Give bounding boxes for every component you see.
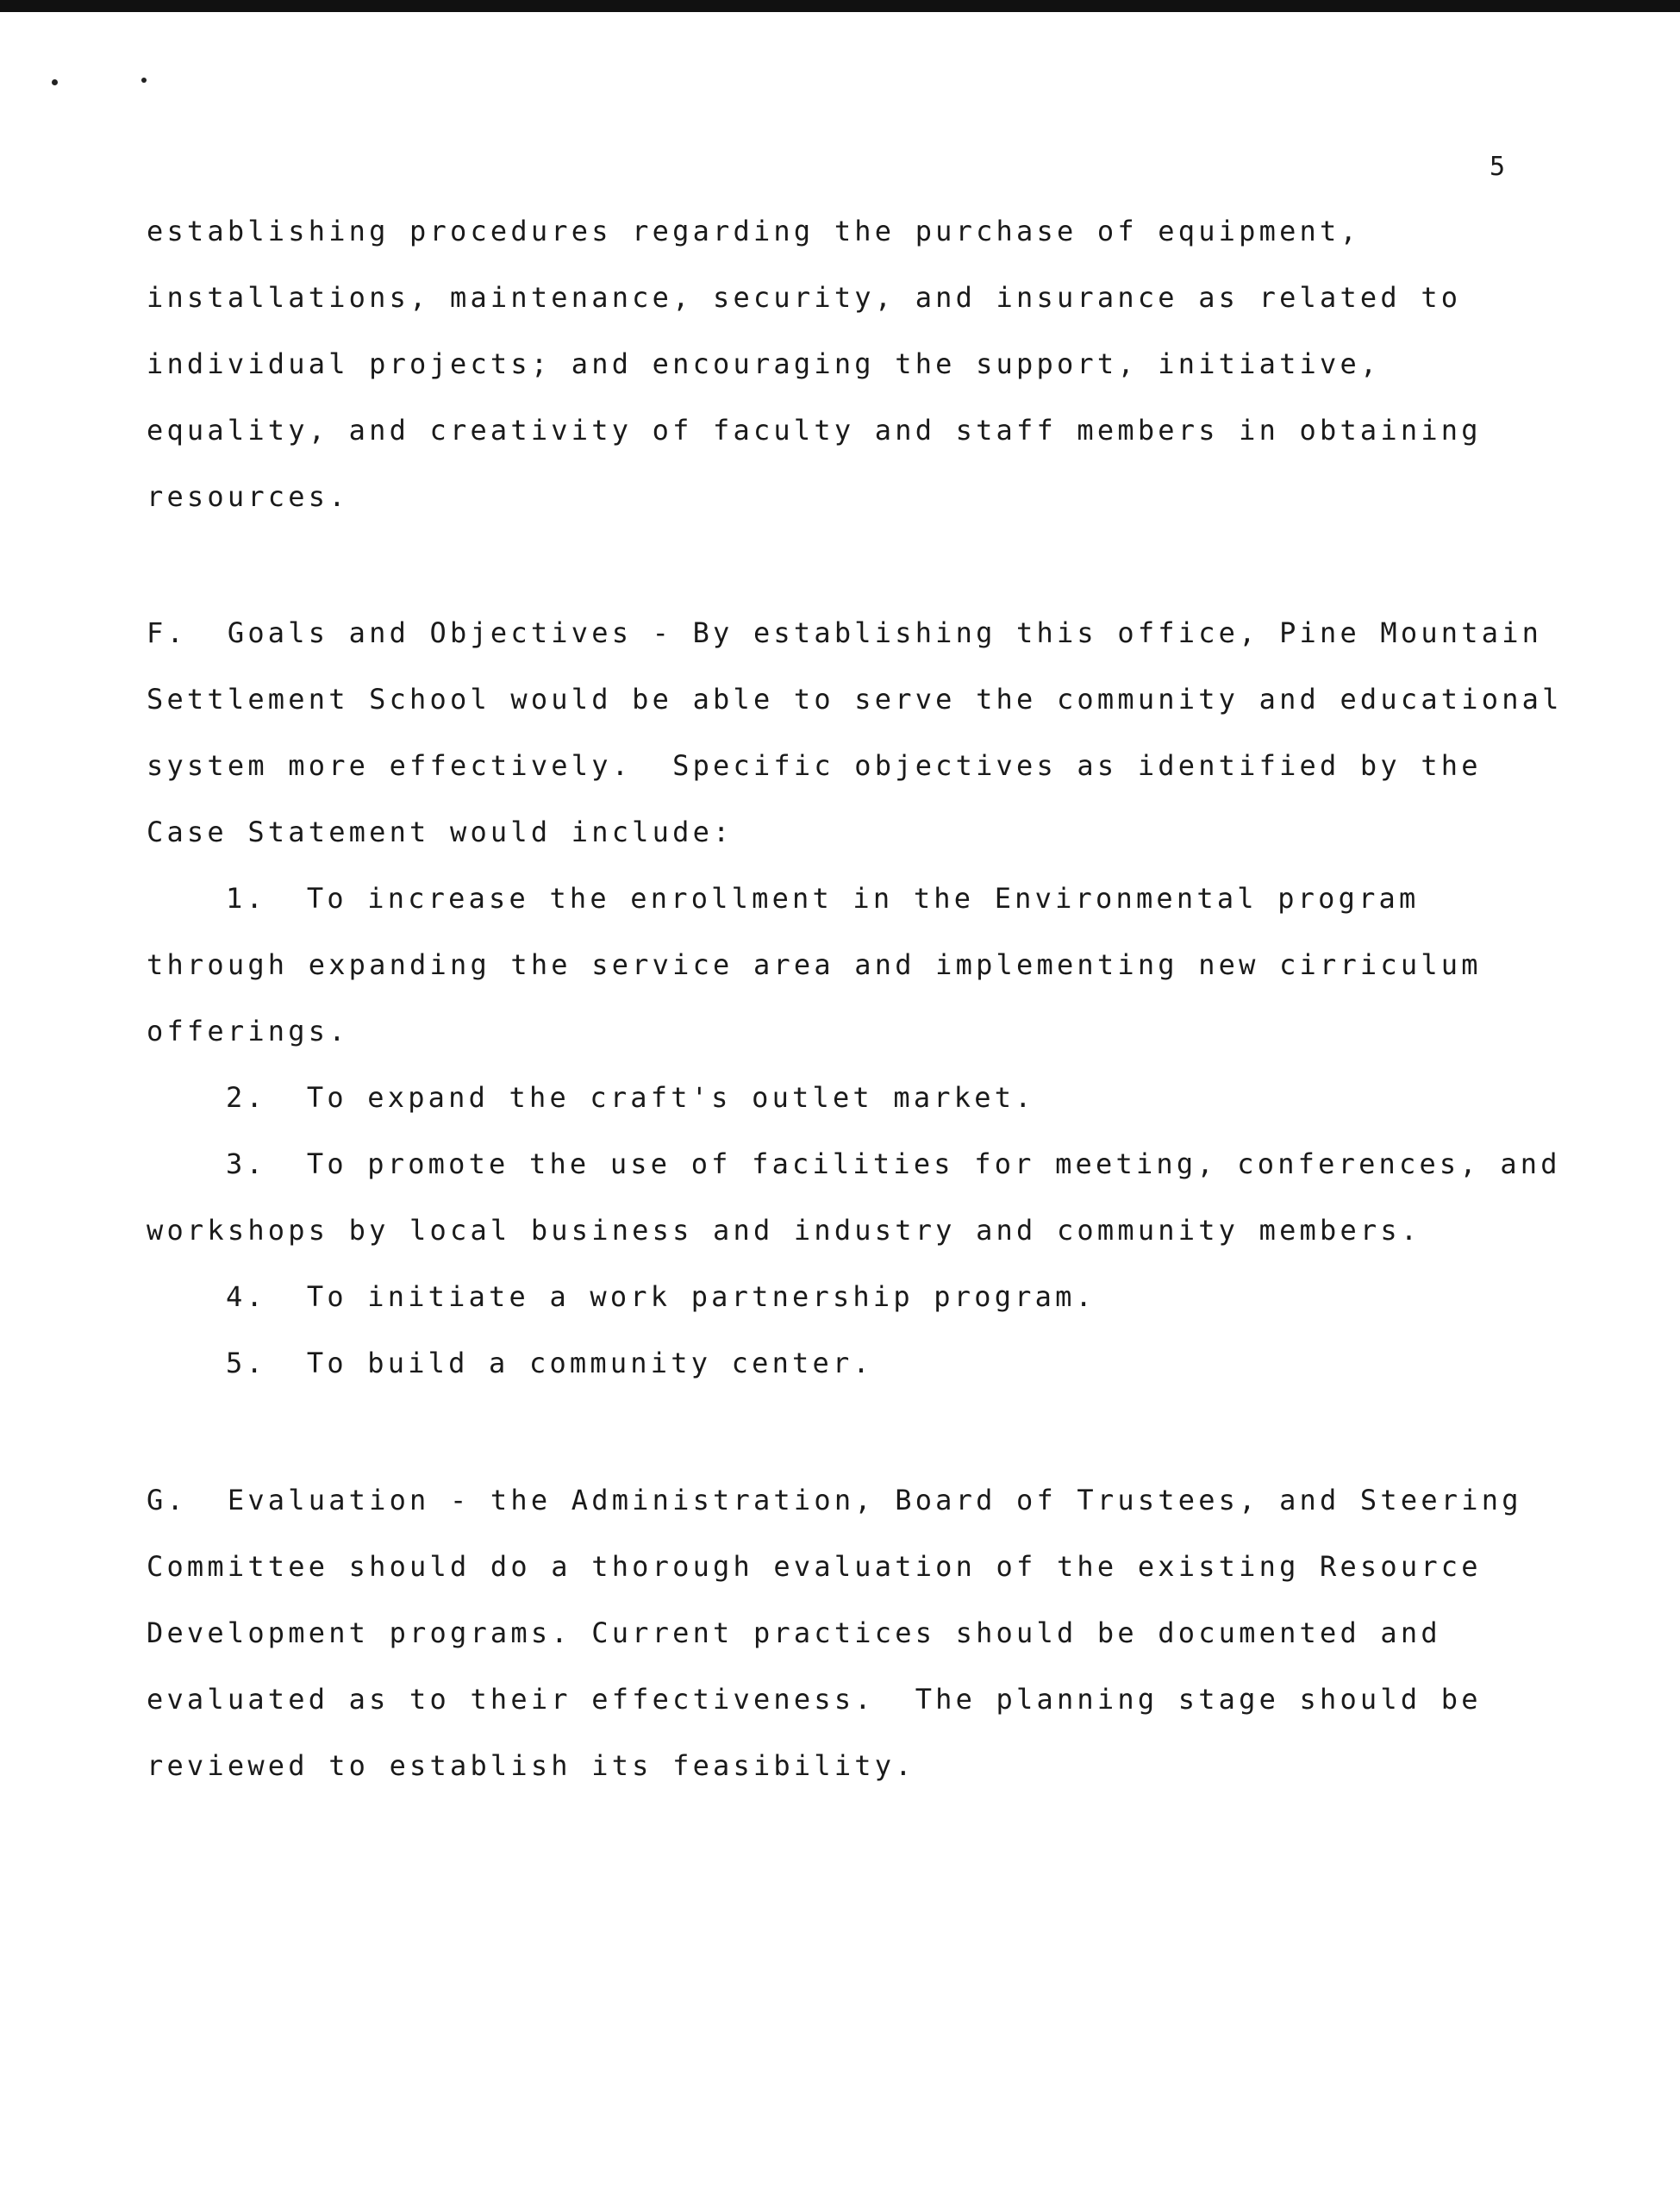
paragraph-line: individual projects; and encouraging the support, initiative,	[147, 347, 1381, 380]
paragraph-line: installations, maintenance, security, and insurance as related to	[147, 281, 1462, 314]
section-f-line: system more effectively. Specific objectives as identified by the	[147, 749, 1482, 782]
top-scan-edge	[0, 0, 1680, 12]
section-g-line: reviewed to establish its feasibility.	[147, 1749, 915, 1782]
section-g-line: evaluated as to their effectiveness. The planning stage should be	[147, 1683, 1482, 1716]
section-g-heading-line: G. Evaluation - the Administration, Board of Trustees, and Steering	[147, 1484, 1522, 1516]
scan-speck	[52, 79, 58, 85]
objective-item-continued: offerings.	[147, 1015, 349, 1047]
paragraph-line: establishing procedures regarding the purchase of equipment,	[147, 215, 1360, 247]
objective-item-continued: workshops by local business and industry and community members.	[147, 1214, 1421, 1247]
section-f-line: Settlement School would be able to serve the community and educational	[147, 683, 1563, 716]
scan-speck	[141, 78, 147, 83]
objective-item: 3. To promote the use of facilities for meeting, conferences, and	[226, 1147, 1561, 1180]
section-f-heading-line: F. Goals and Objectives - By establishing this office, Pine Mountain	[147, 616, 1543, 649]
section-g-line: Committee should do a thorough evaluation of the existing Resource	[147, 1550, 1482, 1583]
page-number: 5	[1490, 152, 1509, 182]
paragraph-line: equality, and creativity of faculty and staff members in obtaining	[147, 414, 1482, 447]
objective-item: 1. To increase the enrollment in the Environmental program	[226, 882, 1420, 915]
section-f-line: Case Statement would include:	[147, 816, 734, 848]
paragraph-line: resources.	[147, 480, 349, 513]
objective-item: 2. To expand the craft's outlet market.	[226, 1081, 1035, 1114]
section-g-line: Development programs. Current practices should be documented and	[147, 1616, 1441, 1649]
objective-item: 4. To initiate a work partnership program.	[226, 1280, 1096, 1313]
objective-item-continued: through expanding the service area and implementing new cirriculum	[147, 948, 1482, 981]
objective-item: 5. To build a community center.	[226, 1347, 873, 1379]
